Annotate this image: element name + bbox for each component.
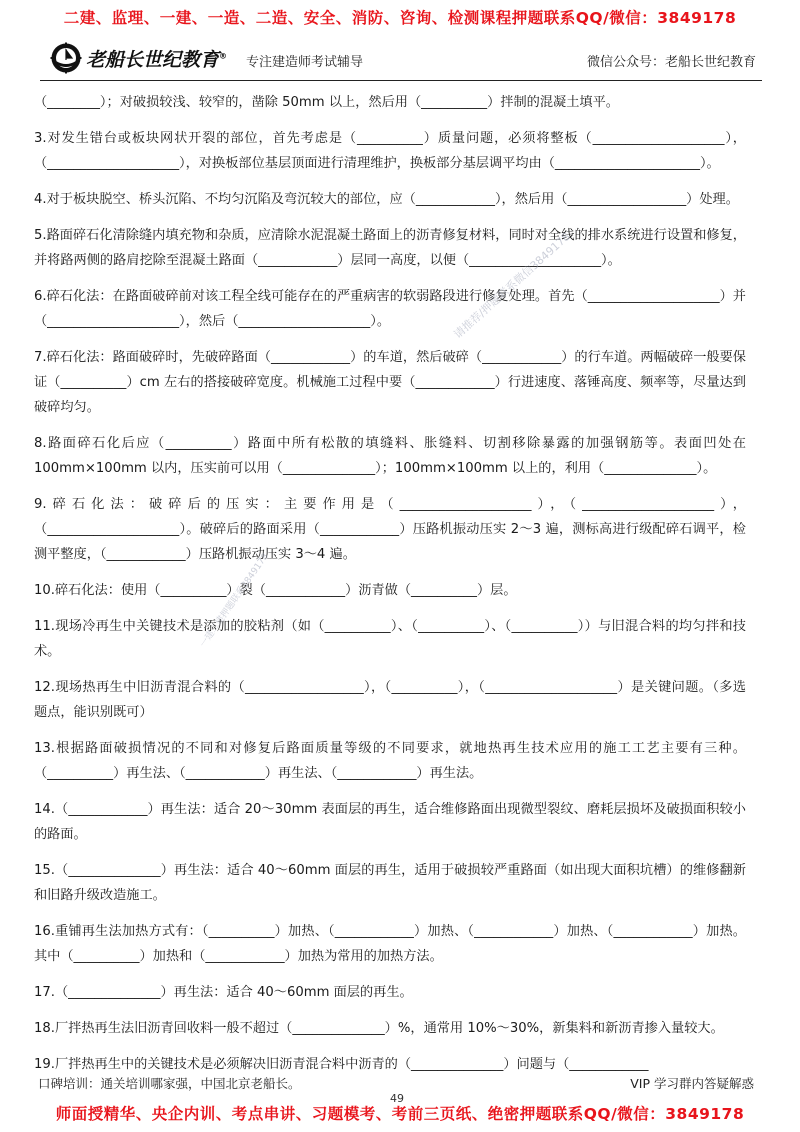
watermark-text: 请推荐/押题联系微信3849178	[451, 229, 573, 342]
question-item: 10.碎石化法：使用（__________）裂（____________）沥青做（__________）层。	[34, 583, 517, 598]
question-item: 14.（____________）再生法：适合 20～30mm 表面层的再生，适合维修路面出现微型裂纹、磨耗层损坏及破损面积较小的路面。	[34, 802, 746, 842]
question-item: 16.重铺再生法加热方式有：（__________）加热、（____________）加热、（____________）加热、（____________）加热。其中（__________）加热和（____________）加热为常用的加热方法。	[34, 924, 746, 964]
question-item: 18.厂拌热再生法旧沥青回收料一般不超过（______________）%，通常用 10%～30%，新集料和新沥青掺入量较大。	[34, 1021, 724, 1036]
watermark-text: 一建二建押题联系3849178	[198, 551, 271, 650]
footer-vip-note: VIP 学习群内答疑解惑	[630, 1076, 754, 1091]
question-item: 6.碎石化法：在路面破碎前对该工程全线可能存在的严重病害的软弱路段进行修复处理。首先（____________________）并（____________________），然后（____________________）。	[34, 289, 746, 329]
question-item: 4.对于板块脱空、桥头沉陷、不均匀沉陷及弯沉较大的部位，应（____________），然后用（__________________）处理。	[34, 192, 739, 207]
bottom-promo-banner: 师面授精华、央企内训、考点串讲、习题模考、考前三页纸、绝密押题联系QQ/微信：3849178	[55, 1105, 745, 1123]
question-item: （________）；对破损较浅、较窄的，凿除 50mm 以上，然后用（__________）拌制的混凝土填平。	[34, 95, 619, 110]
header-divider	[40, 80, 762, 81]
question-item: 3.对发生错台或板块网状开裂的部位，首先考虑是（__________）质量问题，必须将整板（____________________），（____________________），对换板部位基层顶面进行清理维护，换板部分基层调平均由（______________________）。	[34, 131, 746, 171]
question-item: 15.（______________）再生法：适合 40～60mm 面层的再生，适用于破损较严重路面（如出现大面积坑槽）的维修翻新和旧路升级改造施工。	[34, 863, 746, 903]
header-slogan: 专注建造师考试辅导	[246, 55, 364, 70]
question-item: 12.现场热再生中旧沥青混合料的（__________________），（__________），（____________________）是关键问题。（多选题点，能识别既可）	[34, 680, 746, 720]
wechat-account: 微信公众号：老船长世纪教育	[586, 55, 756, 70]
question-item: 9.碎石化法：破碎后的压实：主要作用是（____________________），（____________________），（____________________）。破碎后的路面采用（____________）压路机振动压实 2～3 遍，测标高进行级配碎石调平，检测平整度，（____________）压路机振动压实 3～4 遍。	[34, 497, 746, 562]
page-header	[0, 40, 800, 74]
question-item: 7.碎石化法：路面破碎时，先破碎路面（____________）的车道，然后破碎（____________）的行车道。两幅破碎一般要保证（__________）cm 左右的搭接破碎宽度。机械施工过程中要（____________）行进速度、落锤高度、频率等，尽量达到破碎均匀。	[34, 350, 746, 415]
question-item: 19.厂拌热再生中的关键技术是必须解决旧沥青混合料中沥青的（______________）问题与（____________	[34, 1057, 649, 1072]
top-promo-banner: 二建、监理、一建、一造、二造、安全、消防、咨询、检测课程押题联系QQ/微信：3849178	[63, 9, 737, 27]
question-list	[34, 90, 746, 1088]
question-item: 5.路面碎石化清除缝内填充物和杂质，应清除水泥混凝土路面上的沥青修复材料，同时对全线的排水系统进行设置和修复，并将路两侧的路肩挖除至混凝土路面（____________）层同一高度，以便（____________________）。	[34, 228, 746, 268]
ship-wheel-logo-icon	[50, 42, 82, 74]
question-item: 8.路面碎石化后应（__________）路面中所有松散的填缝料、胀缝料、切割移除暴露的加强钢筋等。表面凹处在 100mm×100mm 以内，压实前可以用（______________）；100mm×100mm 以上的，利用（______________）。	[34, 436, 746, 476]
page-number: 49	[390, 1092, 404, 1105]
question-item: 17.（______________）再生法：适合 40～60mm 面层的再生。	[34, 985, 413, 1000]
question-item: 11.现场冷再生中关键技术是添加的胶粘剂（如（__________）、（__________）、（__________））与旧混合料的均匀拌和技术。	[34, 619, 746, 659]
footer-slogan: 口碑培训：通关培训哪家强，中国北京老船长。	[38, 1076, 301, 1091]
question-item: 13.根据路面破损情况的不同和对修复后路面质量等级的不同要求，就地热再生技术应用的施工工艺主要有三种。（__________）再生法、（____________）再生法、（____________）再生法。	[34, 741, 746, 781]
brand-name: 老船长世纪教育®	[86, 49, 228, 71]
